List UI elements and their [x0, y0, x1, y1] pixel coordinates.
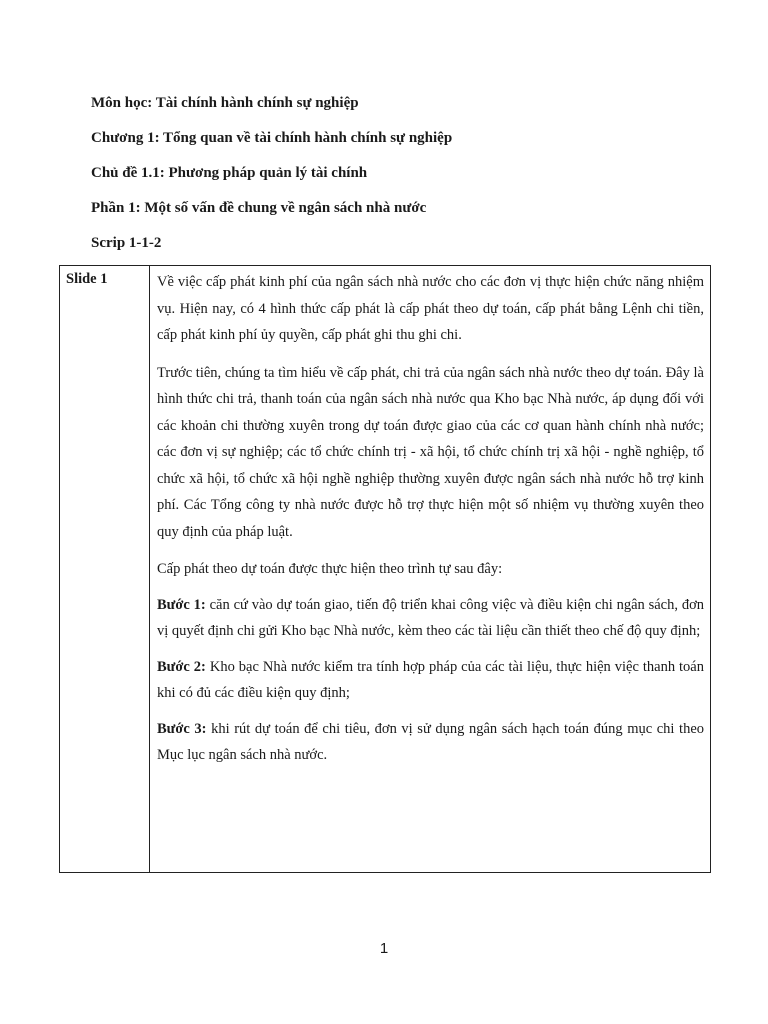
step-3-label: Bước 3: [157, 720, 207, 737]
paragraph-intro: Về việc cấp phát kinh phí của ngân sách nhà nước cho các đơn vị thực hiện chức năng nhiệm vụ. Hiện nay, có 4 hình thức cấp phát là cấp phát theo dự toán, cấp phát bằng Lệnh chi tiền, cấp phát kinh phí ủy quyền, cấp phát ghi thu ghi chi. [157, 274, 704, 343]
slide-table [59, 265, 711, 873]
paragraph-estimate-allocation: Trước tiên, chúng ta tìm hiểu về cấp phát, chi trả của ngân sách nhà nước theo dự toán. Đây là hình thức chi trả, thanh toán của ngân sách nhà nước qua Kho bạc Nhà nước, áp dụng đối với các khoản chi thường xuyên trong dự toán được giao của các cơ quan hành chính nhà nước; các đơn vị sự nghiệp; các tổ chức chính trị - xã hội, tổ chức chính trị xã hội - nghề nghiệp, tổ chức xã hội, tổ chức xã hội nghề nghiệp thường xuyên được ngân sách nhà nước hỗ trợ kinh phí. Các Tổng công ty nhà nước được hỗ trợ thực hiện một số nhiệm vụ thường xuyên theo quy định của pháp luật. [157, 364, 704, 540]
slide-content [157, 269, 704, 778]
topic-heading: Chủ đề 1.1: Phương pháp quản lý tài chính [91, 165, 368, 181]
step-3-text: khi rút dự toán để chi tiêu, đơn vị sử dụng ngân sách hạch toán đúng mục chi theo Mục lục ngân sách nhà nước. [157, 720, 705, 763]
step-2-label: Bước 2: [157, 658, 206, 675]
column-divider [149, 266, 150, 872]
step-1-text: căn cứ vào dự toán giao, tiến độ triển khai công việc và điều kiện chi ngân sách, đơn vị quyết định chi gửi Kho bạc Nhà nước, kèm theo các tài liệu cần thiết theo chế độ quy định; [157, 596, 704, 639]
step-1-label: Bước 1: [157, 596, 206, 613]
step-2 [157, 654, 704, 707]
page-number: 1 [379, 940, 389, 957]
part-heading: Phần 1: Một số vấn đề chung về ngân sách nhà nước [91, 200, 427, 216]
subject-heading: Môn học: Tài chính hành chính sự nghiệp [91, 95, 359, 111]
paragraph-procedure-intro: Cấp phát theo dự toán được thực hiện theo trình tự sau đây: [157, 561, 503, 577]
script-heading: Scrip 1-1-2 [91, 235, 162, 251]
step-2-text: Kho bạc Nhà nước kiểm tra tính hợp pháp của các tài liệu, thực hiện việc thanh toán khi có đủ các điều kiện quy định; [157, 658, 704, 701]
step-3 [157, 716, 704, 769]
slide-label: Slide 1 [66, 271, 108, 287]
step-1 [157, 592, 704, 645]
chapter-heading: Chương 1: Tổng quan về tài chính hành chính sự nghiệp [91, 130, 453, 146]
